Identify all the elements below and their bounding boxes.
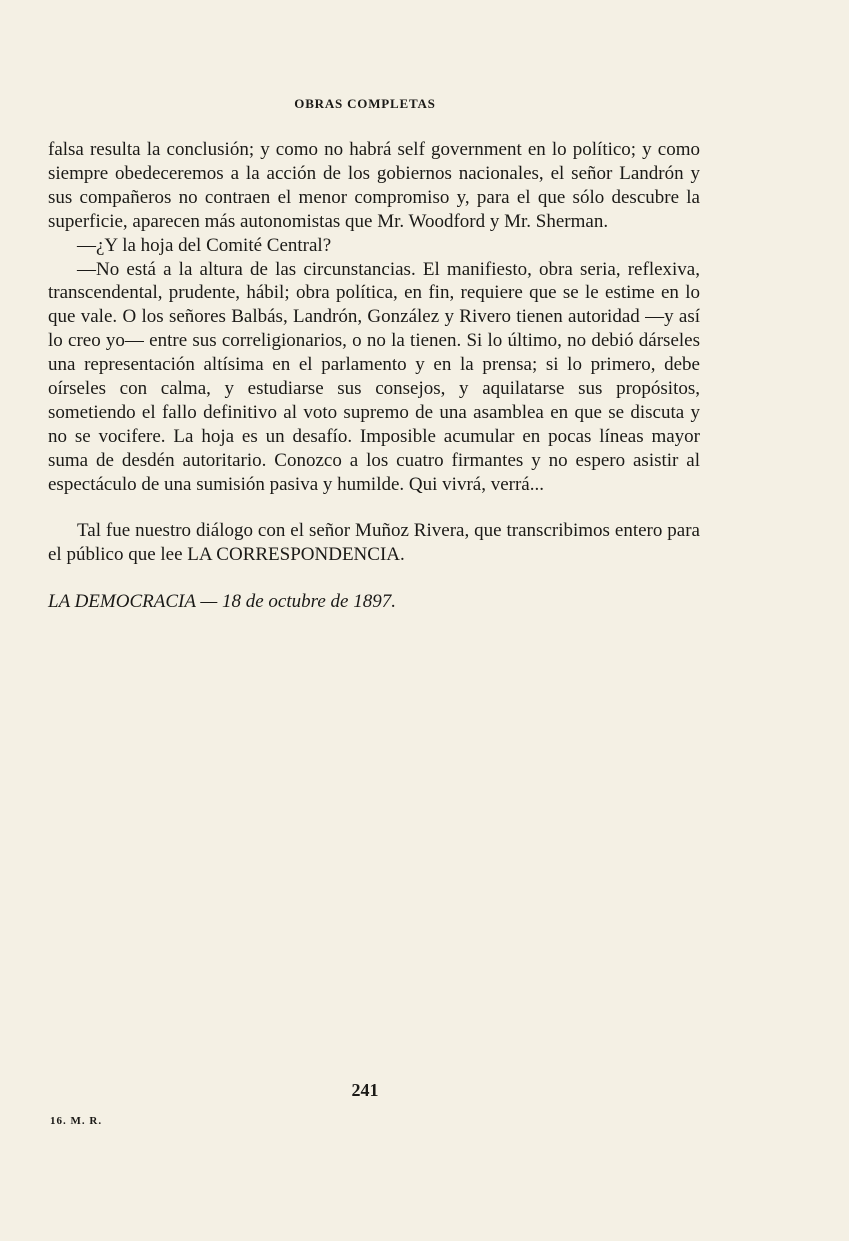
paragraph-question: —¿Y la hoja del Comité Central? <box>77 234 332 256</box>
running-head: OBRAS COMPLETAS <box>294 96 436 111</box>
source-line: LA DEMOCRACIA — 18 de octubre de 1897. <box>48 591 396 613</box>
paragraph-conclusion: falsa resulta la conclusión; y como no habrá self government en lo político; y como siempre obedeceremos a la acción de los gobiernos nacionales, el señor Landrón y sus compañeros no contraen el menor compromiso y, para el que sólo descubre la superficie, aparecen más autonomistas que Mr. Woodford y Mr. Sherman. <box>48 139 700 232</box>
signature-mark: 16. M. R. <box>50 1115 103 1127</box>
page-number: 241 <box>351 1080 379 1100</box>
body-text <box>48 138 700 614</box>
paragraph-answer: —No está a la altura de las circunstancias. El manifiesto, obra seria, reflexiva, transcendental, prudente, hábil; obra política, en fin, requiere que se le estime en lo que vale. O los señores Balbás, Landrón, González y Rivero tienen autoridad —y así lo creo yo— entre sus correligionarios, o no la tienen. Si lo último, no debió dárseles una representación altísima en el parlamento y en la prensa; si lo primero, debe oírseles con calma, y estudiarse sus consejos, y aquilatarse sus propósitos, sometiendo el fallo definitivo al voto supremo de una asamblea en que se discuta y no se vocifere. La hoja es un desafío. Imposible acumular en pocas líneas mayor suma de desdén autoritario. Conozco a los cuatro firmantes y no espero asistir al espectáculo de una sumisión pasiva y humilde. Qui vivrá, verrá... <box>48 258 700 495</box>
paragraph-closing: Tal fue nuestro diálogo con el señor Muñoz Rivera, que transcribimos entero para el público que lee LA CORRESPONDENCIA. <box>48 519 700 565</box>
